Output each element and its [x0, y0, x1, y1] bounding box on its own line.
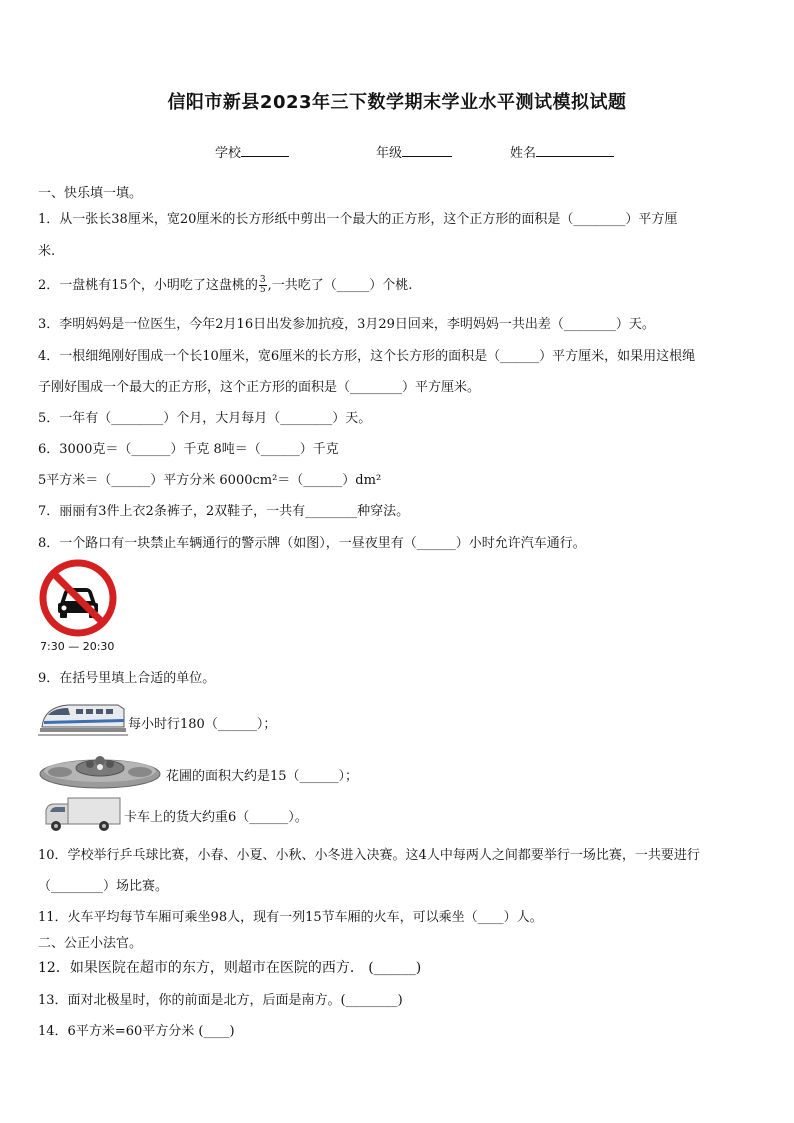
name-field	[510, 142, 614, 161]
sign-time-label: 7:30 — 20:30	[40, 640, 115, 653]
school-blank	[241, 155, 289, 157]
fraction-numerator: 3	[259, 275, 266, 285]
section-heading-2: 二、公正小法官。	[38, 936, 143, 951]
question-13: 13．面对北极星时，你的前面是北方，后面是南方。(________)	[38, 993, 403, 1008]
grade-field	[376, 142, 452, 161]
high-speed-train-icon	[38, 697, 128, 739]
question-5: 5．一年有（________）个月，大月每月（________）天。	[38, 411, 372, 426]
question-2-prefix: 2．一盘桃有15个，小明吃了这盘桃的	[38, 278, 258, 293]
question-14: 14．6平方米=60平方分米 (____)	[38, 1024, 235, 1039]
question-2-suffix: ,一共吃了（_____）个桃.	[267, 278, 413, 293]
question-9: 9．在括号里填上合适的单位。	[38, 671, 216, 686]
question-8: 8．一个路口有一块禁止车辆通行的警示牌（如图），一昼夜里有（______）小时允许汽车通行。	[38, 536, 586, 551]
question-1-line-1: 1．从一张长38厘米，宽20厘米的长方形纸中剪出一个最大的正方形，这个正方形的面积是（________）平方厘	[38, 212, 678, 227]
name-label: 姓名	[510, 146, 537, 161]
no-vehicles-sign-icon	[38, 558, 118, 638]
name-blank	[536, 155, 614, 157]
grade-blank	[402, 155, 452, 157]
question-9-b: 花圃的面积大约是15（______）；	[166, 769, 359, 784]
question-12: 12．如果医院在超市的东方，则超市在医院的西方． (______)	[38, 960, 422, 976]
page-title: 信阳市新县2023年三下数学期末学业水平测试模拟试题	[167, 92, 627, 113]
question-1-line-2: 米.	[38, 244, 56, 259]
question-4-line-2: 子刚好围成一个最大的正方形，这个正方形的面积是（________）平方厘米。	[38, 380, 481, 395]
section-heading-1: 一、快乐填一填。	[38, 186, 143, 201]
question-9-a: 每小时行180（______）；	[128, 717, 277, 732]
grade-label: 年级	[376, 146, 403, 161]
school-field	[215, 142, 289, 161]
truck-icon	[42, 794, 122, 834]
question-9-c: 卡车上的货大约重6（______）。	[124, 810, 308, 825]
question-4-line-1: 4．一根细绳刚好围成一个长10厘米，宽6厘米的长方形，这个长方形的面积是（______）平方厘米，如果用这根绳	[38, 349, 696, 364]
question-6-line-1: 6．3000克＝（______）千克 8吨＝（______）千克	[38, 442, 339, 457]
question-10-line-1: 10．学校举行乒乓球比赛，小春、小夏、小秋、小冬进入决赛。这4人中每两人之间都要举行一场比赛，一共要进行	[38, 848, 700, 863]
question-3: 3．李明妈妈是一位医生，今年2月16日出发参加抗疫，3月29日回来，李明妈妈一共出差（________）天。	[38, 317, 655, 332]
fraction-denominator: 5	[259, 285, 266, 295]
question-10-line-2: （________）场比赛。	[38, 879, 169, 894]
school-label: 学校	[215, 146, 242, 161]
flower-bed-icon	[38, 748, 163, 790]
question-11: 11．火车平均每节车厢可乘坐98人，现有一列15节车厢的火车，可以乘坐（____）人。	[38, 910, 543, 925]
question-2	[38, 274, 412, 295]
question-7: 7．丽丽有3件上衣2条裤子，2双鞋子，一共有________种穿法。	[38, 504, 410, 519]
question-6-line-2: 5平方米＝（______）平方分米 6000cm²＝（______）dm²	[38, 473, 382, 488]
fraction	[259, 276, 267, 295]
